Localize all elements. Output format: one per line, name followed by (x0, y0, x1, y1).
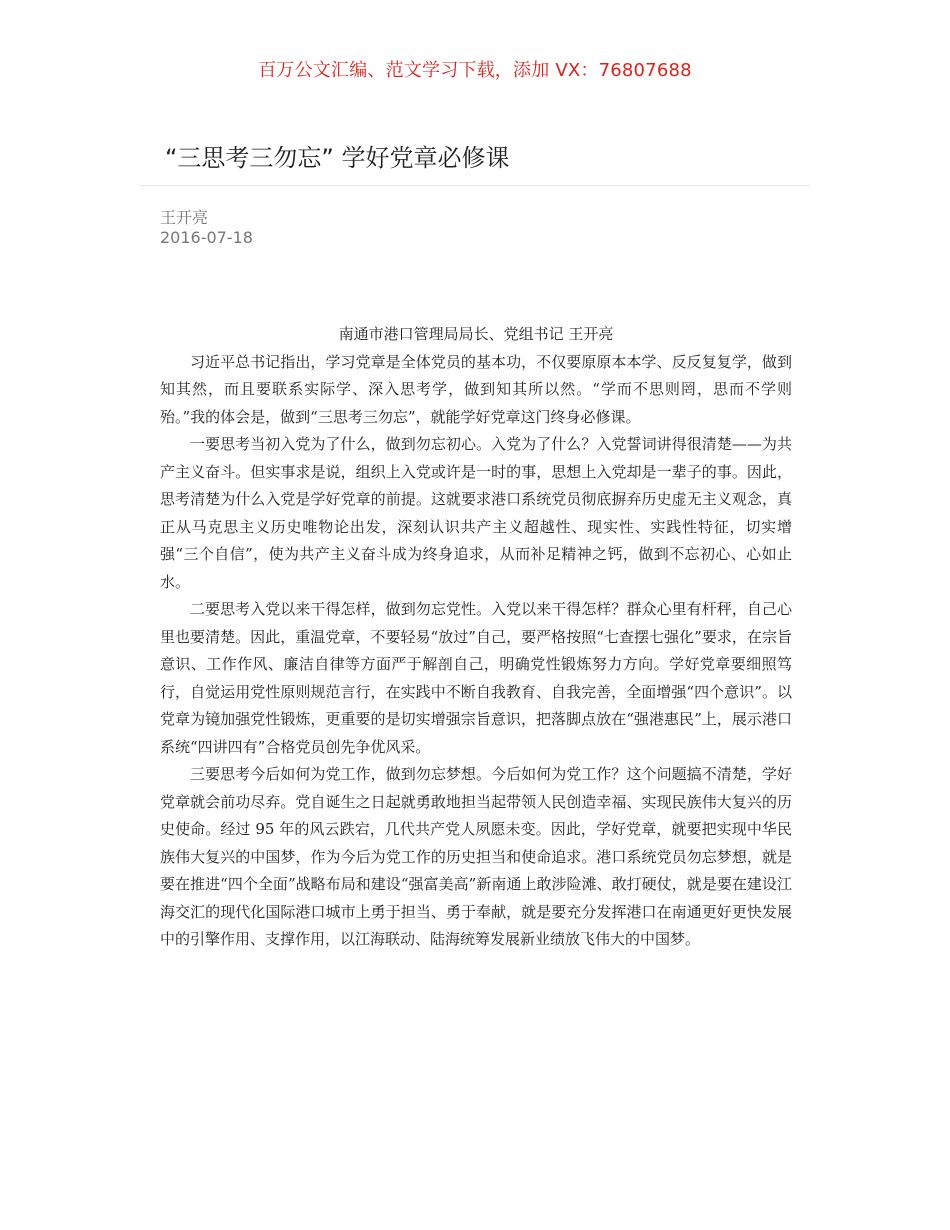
promo-banner: 百万公文汇编、范文学习下载，添加 VX：76807688 (258, 60, 692, 81)
article-paragraph: 二要思考入党以来干得怎样，做到勿忘党性。入党以来干得怎样？群众心里有杆秤，自己心里也要清楚。因此，重温党章，不要轻易“放过”自己，要严格按照“七查摆七强化”要求，在宗旨意识、工作作风、廉洁自律等方面严于解剖自己，明确党性锻炼努力方向。学好党章要细照笃行，自觉运用党性原则规范言行，在实践中不断自我教育、自我完善，全面增强“四个意识”。以党章为镜加强党性锻炼，更重要的是切实增强宗旨意识，把落脚点放在“强港惠民”上，展示港口系统“四讲四有”合格党员创先争优风采。 (160, 600, 792, 756)
article-author: 王开亮 (160, 208, 209, 227)
article-byline: 南通市港口管理局局长、党组书记 王开亮 (338, 325, 614, 343)
article-date: 2016-07-18 (160, 228, 253, 247)
article-body (160, 321, 792, 954)
article-title: “三思考三勿忘” 学好党章必修课 (165, 144, 510, 172)
title-divider (140, 185, 810, 186)
article-paragraph: 习近平总书记指出，学习党章是全体党员的基本功，不仅要原原本本学、反反复复学，做到知其然，而且要联系实际学、深入思考学，做到知其所以然。“学而不思则罔，思而不学则殆。”我的体会是，做到“三思考三勿忘”，就能学好党章这门终身必修课。 (160, 352, 792, 426)
article-paragraph: 一要思考当初入党为了什么，做到勿忘初心。入党为了什么？入党誓词讲得很清楚——为共产主义奋斗。但实事求是说，组织上入党或许是一时的事，思想上入党却是一辈子的事。因此，思考清楚为什么入党是学好党章的前提。这就要求港口系统党员彻底摒弃历史虚无主义观念，真正从马克思主义历史唯物论出发，深刻认识共产主义超越性、现实性、实践性特征，切实增强“三个自信”，使为共产主义奋斗成为终身追求，从而补足精神之钙，做到不忘初心、心如止水。 (160, 435, 792, 591)
article-paragraph: 三要思考今后如何为党工作，做到勿忘梦想。今后如何为党工作？这个问题搞不清楚，学好党章就会前功尽弃。党自诞生之日起就勇敢地担当起带领人民创造幸福、实现民族伟大复兴的历史使命。经过 95 年的风云跌宕，几代共产党人夙愿未变。因此，学好党章，就要把实现中华民族伟大复兴的中国梦，作为今后为党工作的历史担当和使命追求。港口系统党员勿忘梦想，就是要在推进“四个全面”战略布局和建设“强富美高”新南通上敢涉险滩、敢打硬仗，就是要在建设江海交汇的现代化国际港口城市上勇于担当、勇于奉献，就是要充分发挥港口在南通更好更快发展中的引擎作用、支撑作用，以江海联动、陆海统筹发展新业绩放飞伟大的中国梦。 (160, 765, 792, 948)
